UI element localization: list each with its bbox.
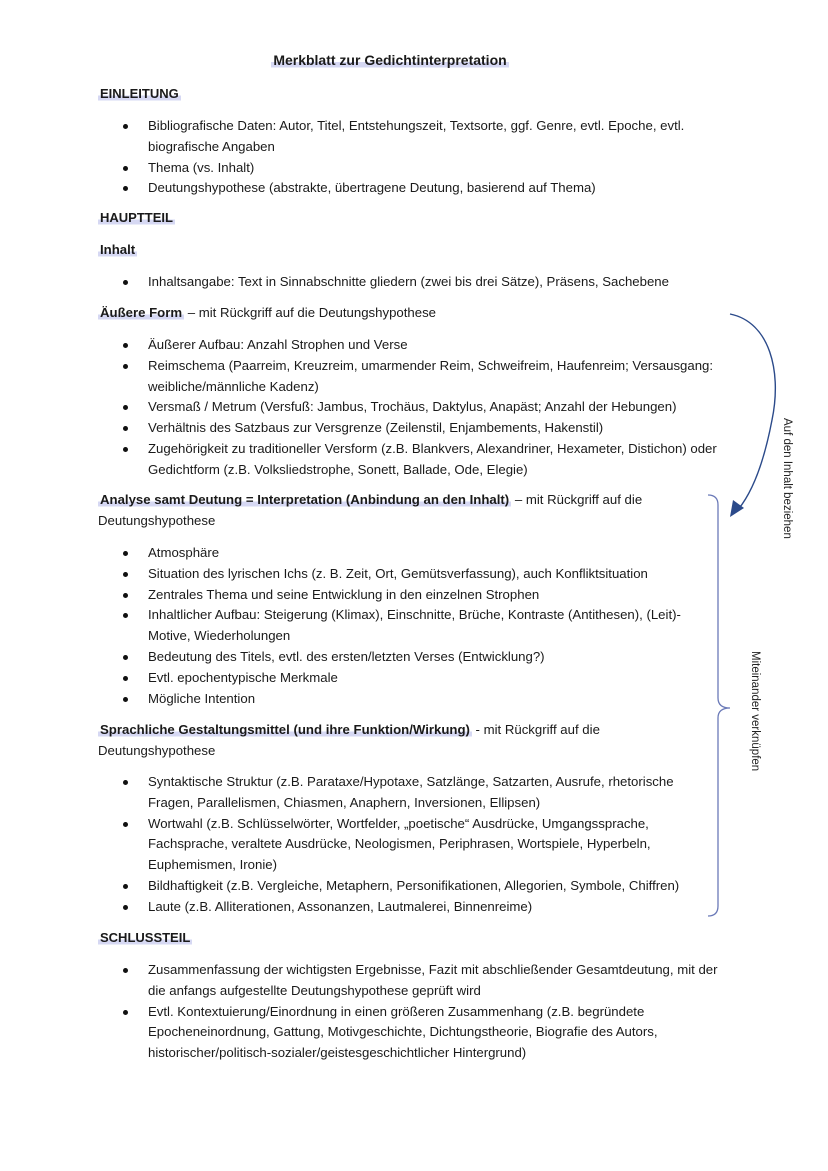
list-item: Syntaktische Struktur (z.B. Parataxe/Hypotaxe, Satzlänge, Satzarten, Ausrufe, rhetorische Fragen, Parallelismen, Chiasmen, Anaphern, Inversionen, Ellipsen) bbox=[120, 772, 720, 814]
curly-brace-icon bbox=[708, 495, 730, 916]
einleitung-heading: EINLEITUNG bbox=[100, 86, 179, 101]
list-item: Zentrales Thema und seine Entwicklung in den einzelnen Strophen bbox=[120, 585, 720, 606]
inhalt-heading: Inhalt bbox=[100, 242, 136, 257]
analyse-heading: Analyse samt Deutung = Interpretation (Anbindung an den Inhalt) – mit Rückgriff auf die Deutungshypothese bbox=[98, 492, 643, 528]
arrow-label: Auf den Inhalt beziehen bbox=[781, 418, 793, 539]
list-item: Wortwahl (z.B. Schlüsselwörter, Wortfelder, „poetische“ Ausdrücke, Umgangssprache, Fachsprache, veraltete Ausdrücke, Neologismen, Periphrasen, Wortspiele, Hyperbeln, Euphemismen, Ironie) bbox=[120, 814, 720, 876]
list-item: Äußerer Aufbau: Anzahl Strophen und Verse bbox=[120, 335, 720, 356]
list-item: Zugehörigkeit zu traditioneller Versform (z.B. Blankvers, Alexandriner, Hexameter, Distichon) oder Gedichtform (z.B. Volksliedstrophe, Sonett, Ballade, Ode, Elegie) bbox=[120, 439, 720, 481]
list-item: Verhältnis des Satzbaus zur Versgrenze (Zeilenstil, Enjambements, Hakenstil) bbox=[120, 418, 720, 439]
list-item: Bibliografische Daten: Autor, Titel, Entstehungszeit, Textsorte, ggf. Genre, evtl. Epoche, evtl. biografische Angaben bbox=[120, 116, 720, 158]
list-item: Deutungshypothese (abstrakte, übertragene Deutung, basierend auf Thema) bbox=[120, 178, 720, 199]
arrow-head-icon bbox=[730, 500, 744, 517]
list-item: Thema (vs. Inhalt) bbox=[120, 158, 720, 179]
list-item: Atmosphäre bbox=[120, 543, 720, 564]
list-item: Bedeutung des Titels, evtl. des ersten/letzten Verses (Entwicklung?) bbox=[120, 647, 720, 668]
document-title: Merkblatt zur Gedichtinterpretation bbox=[273, 52, 507, 68]
hauptteil-heading: HAUPTTEIL bbox=[100, 210, 173, 225]
list-item: Inhaltlicher Aufbau: Steigerung (Klimax), Einschnitte, Brüche, Kontraste (Antithesen), (Leit)-Motive, Wiederholungen bbox=[120, 605, 720, 647]
brace-label: Miteinander verknüpfen bbox=[749, 651, 761, 772]
list-item: Versmaß / Metrum (Versfuß: Jambus, Trochäus, Daktylus, Anapäst; Anzahl der Hebungen) bbox=[120, 397, 720, 418]
list-item: Zusammenfassung der wichtigsten Ergebnisse, Fazit mit abschließender Gesamtdeutung, mit der die anfangs aufgestellte Deutungshypothese geprüft wird bbox=[120, 960, 720, 1002]
list-item: Laute (z.B. Alliterationen, Assonanzen, Lautmalerei, Binnenreime) bbox=[120, 897, 720, 918]
list-item: Situation des lyrischen Ichs (z. B. Zeit, Ort, Gemütsverfassung), auch Konfliktsituation bbox=[120, 564, 720, 585]
list-item: Evtl. Kontextuierung/Einordnung in einen größeren Zusammenhang (z.B. begründete Epocheneinordnung, Gattung, Motivgeschichte, Dichtungstheorie, Biografie des Autors, historischer/politisch-sozialer/geistesgeschichtlicher Hintergrund) bbox=[120, 1002, 720, 1064]
list-item: Mögliche Intention bbox=[120, 689, 720, 710]
list-item: Reimschema (Paarreim, Kreuzreim, umarmender Reim, Schweifreim, Haufenreim; Versausgang: weibliche/männliche Kadenz) bbox=[120, 356, 720, 398]
curved-arrow-icon bbox=[730, 314, 775, 512]
list-item: Evtl. epochentypische Merkmale bbox=[120, 668, 720, 689]
form-heading: Äußere Form – mit Rückgriff auf die Deutungshypothese bbox=[100, 305, 437, 320]
list-item: Bildhaftigkeit (z.B. Vergleiche, Metaphern, Personifikationen, Allegorien, Symbole, Chiffren) bbox=[120, 876, 720, 897]
sprache-heading: Sprachliche Gestaltungsmittel (und ihre Funktion/Wirkung) - mit Rückgriff auf die Deutungshypothese bbox=[98, 722, 600, 758]
list-item: Inhaltsangabe: Text in Sinnabschnitte gliedern (zwei bis drei Sätze), Präsens, Sachebene bbox=[120, 272, 720, 293]
schlussteil-heading: SCHLUSSTEIL bbox=[100, 930, 191, 945]
